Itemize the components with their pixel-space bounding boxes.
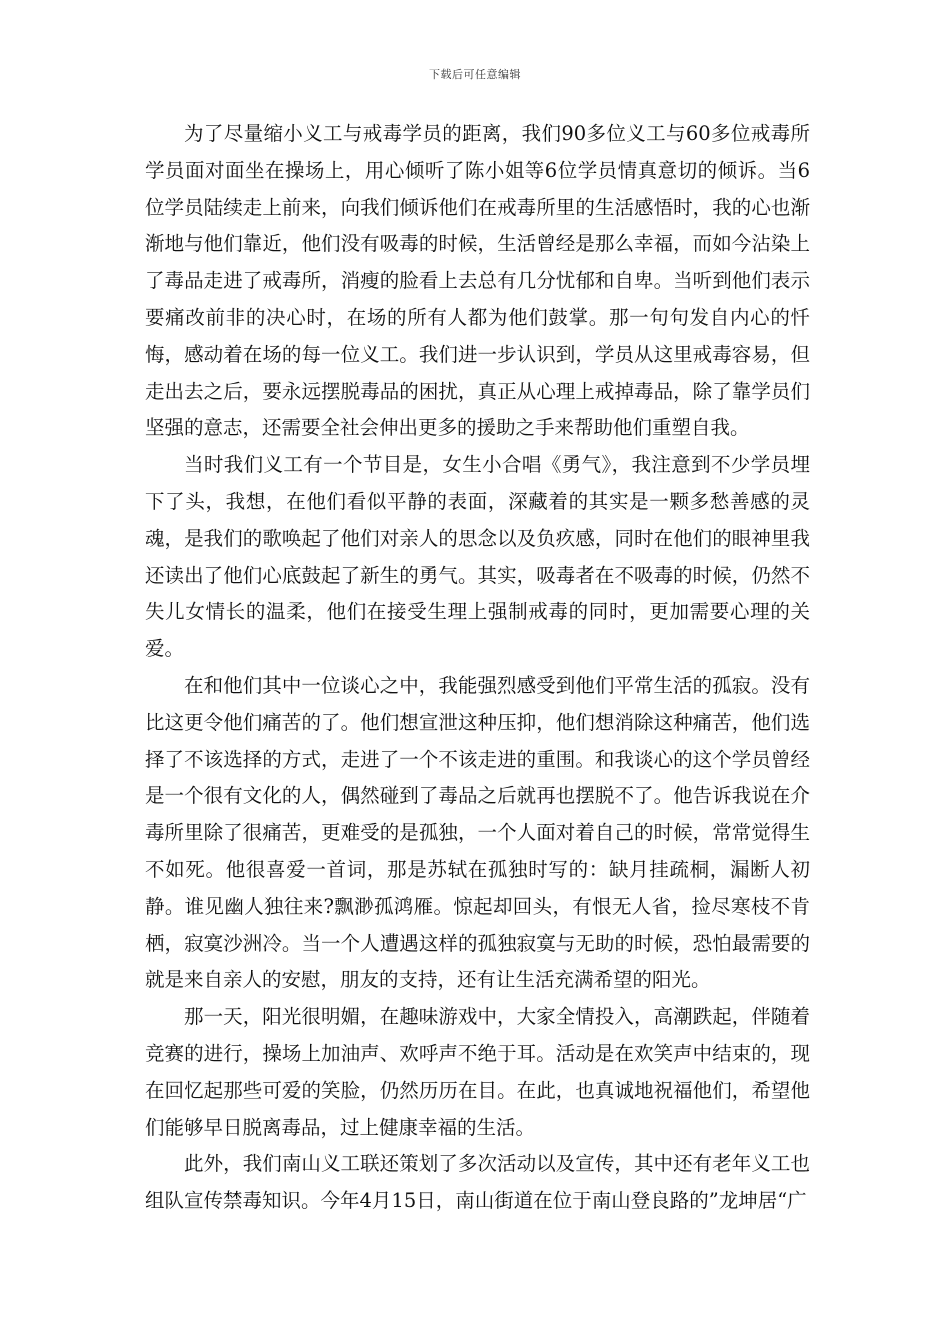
paragraph-5: 此外，我们南山义工联还策划了多次活动以及宣传，其中还有老年义工也组队宣传禁毒知识。今年4月15日，南山街道在位于南山登良路的”龙坤居“广 (145, 1152, 810, 1213)
download-note: 下载后可任意编辑 (429, 68, 521, 81)
document-body (145, 116, 810, 1220)
paragraph-4: 那一天，阳光很明媚，在趣味游戏中，大家全情投入，高潮跌起，伴随着竞赛的进行，操场上加油声、欢呼声不绝于耳。活动是在欢笑声中结束的，现在回忆起那些可爱的笑脸，仍然历历在目。在此，也真诚地祝福他们，希望他们能够早日脱离毒品，过上健康幸福的生活。 (145, 1005, 810, 1139)
paragraph-3: 在和他们其中一位谈心之中，我能强烈感受到他们平常生活的孤寂。没有比这更令他们痛苦的了。他们想宣泄这种压抑，他们想消除这种痛苦，他们选择了不该选择的方式，走进了一个不该走进的重围。和我谈心的这个学员曾经是一个很有文化的人，偶然碰到了毒品之后就再也摆脱不了。他告诉我说在介毒所里除了很痛苦，更难受的是孤独，一个人面对着自己的时候，常常觉得生不如死。他很喜爱一首词，那是苏轼在孤独时写的：缺月挂疏桐，漏断人初静。谁见幽人独往来?飘渺孤鸿雁。惊起却回头，有恨无人省，捡尽寒枝不肯栖，寂寞沙洲冷。当一个人遭遇这样的孤独寂寞与无助的时候，恐怕最需要的就是来自亲人的安慰，朋友的支持，还有让生活充满希望的阳光。 (145, 673, 810, 992)
paragraph-1: 为了尽量缩小义工与戒毒学员的距离，我们90多位义工与60多位戒毒所学员面对面坐在操场上，用心倾听了陈小姐等6位学员情真意切的倾诉。当6位学员陆续走上前来，向我们倾诉他们在戒毒所里的生活感悟时，我的心也渐渐地与他们靠近，他们没有吸毒的时候，生活曾经是那么幸福，而如今沾染上了毒品走进了戒毒所，消瘦的脸看上去总有几分忧郁和自卑。当听到他们表示要痛改前非的决心时，在场的所有人都为他们鼓掌。那一句句发自内心的忏悔，感动着在场的每一位义工。我们进一步认识到，学员从这里戒毒容易，但走出去之后，要永远摆脱毒品的困扰，真正从心理上戒掉毒品，除了靠学员们坚强的意志，还需要全社会伸出更多的援助之手来帮助他们重塑自我。 (145, 122, 810, 440)
paragraph-2: 当时我们义工有一个节目是，女生小合唱《勇气》，我注意到不少学员埋下了头，我想，在他们看似平静的表面，深藏着的其实是一颗多愁善感的灵魂，是我们的歌唤起了他们对亲人的思念以及负疚感，同时在他们的眼神里我还读出了他们心底鼓起了新生的勇气。其实，吸毒者在不吸毒的时候，仍然不失儿女情长的温柔，他们在接受生理上强制戒毒的同时，更加需要心理的关爱。 (145, 453, 810, 661)
